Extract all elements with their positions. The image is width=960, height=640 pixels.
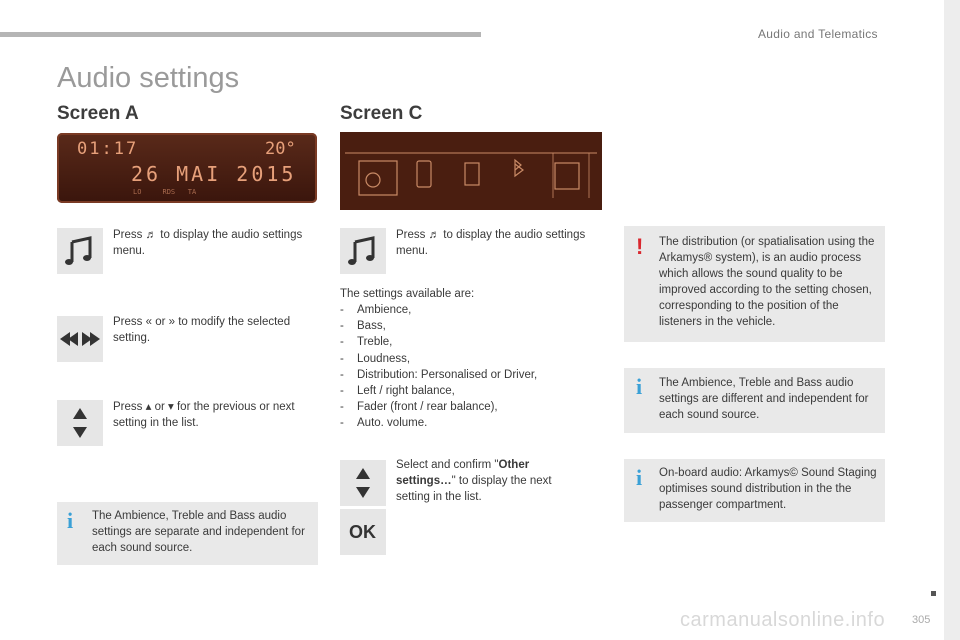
warning-note-text: The distribution (or spatialisation using the Arkamys® system), is an audio process which allows the sound quality to be improved according to the setting chosen, corresponding to the position of the listeners in the vehicle.	[659, 236, 875, 328]
page-number: 305	[912, 614, 931, 626]
step-a3-text: Press ▴ or ▾ for the previous or next setting in the list.	[113, 401, 295, 429]
info-note-ambience-text: The Ambience, Treble and Bass audio settings are different and independent for each sound source.	[659, 377, 869, 421]
inline-forward-icon: »	[168, 316, 176, 328]
display-time: 01:17	[77, 139, 139, 159]
up-down-button[interactable]	[57, 400, 103, 446]
settings-intro: The settings available are:	[340, 288, 475, 300]
music-note-button[interactable]	[57, 228, 103, 274]
list-item: - Loudness,	[340, 351, 590, 367]
list-item: - Auto. volume.	[340, 415, 590, 431]
inline-up-arrow-icon: ▴	[145, 401, 152, 413]
list-item: - Bass,	[340, 318, 590, 334]
media-sources-icon	[359, 161, 397, 195]
warning-note	[624, 226, 885, 342]
info-note-arkamys	[624, 459, 885, 522]
screen-c-menu-bar	[345, 150, 597, 200]
bluetooth-icon	[515, 160, 523, 176]
music-note-button-c[interactable]	[340, 228, 386, 274]
header-rule	[0, 32, 481, 37]
list-item: - Distribution: Personalised or Driver,	[340, 367, 590, 383]
page-edge-strip	[944, 0, 960, 640]
up-down-button-c[interactable]	[340, 460, 386, 506]
info-icon: i	[67, 508, 74, 533]
info-note-screen-a	[57, 502, 318, 565]
info-note-ambience	[624, 368, 885, 433]
list-item: - Fader (front / rear balance),	[340, 399, 590, 415]
inline-music-note-icon: ♬	[145, 229, 158, 241]
list-item: - Treble,	[340, 334, 590, 350]
page-title: Audio settings	[57, 62, 240, 94]
inline-music-note-icon: ♬	[428, 229, 441, 241]
ok-button[interactable]	[340, 509, 386, 555]
section-title: Audio and Telematics	[758, 27, 878, 41]
list-item: - Ambience,	[340, 302, 590, 318]
rewind-forward-icon	[57, 316, 103, 362]
list-item: - Left / right balance,	[340, 383, 590, 399]
up-down-arrows-icon	[340, 460, 386, 506]
music-note-icon	[57, 228, 103, 274]
info-icon: i	[636, 465, 643, 490]
info-icon: i	[636, 374, 643, 399]
music-note-icon	[340, 228, 386, 274]
watermark: carmanualsonline.info	[680, 609, 886, 631]
step-a1-text: Press ♬ to display the audio settings menu.	[113, 229, 303, 257]
screen-a-heading: Screen A	[57, 103, 139, 124]
up-down-arrows-icon	[57, 400, 103, 446]
inline-down-arrow-icon: ▾	[168, 401, 174, 413]
note-a-text: The Ambience, Treble and Bass audio settings are separate and independent for each sound source.	[92, 510, 305, 554]
settings-list	[340, 302, 590, 432]
inline-rewind-icon: «	[145, 316, 152, 328]
screen-c-display	[340, 132, 602, 210]
info-note-arkamys-text: On-board audio: Arkamys© Sound Staging optimises sound distribution in the the passenger compartment.	[659, 467, 877, 511]
end-marker	[931, 591, 936, 596]
rewind-forward-button[interactable]	[57, 316, 103, 362]
settings-icon	[555, 163, 579, 189]
warning-icon: !	[636, 234, 644, 259]
step-a2-text: Press « or » to modify the selected setting.	[113, 316, 291, 344]
display-temperature: 20°	[265, 139, 296, 159]
display-date: 26 MAI 2015	[131, 162, 297, 186]
ok-label: OK	[349, 522, 376, 542]
select-confirm-text: Select and confirm "Other settings…" to display the next setting in the list.	[396, 459, 552, 503]
screen-a-display	[57, 133, 317, 203]
navigation-icon	[465, 163, 479, 185]
phone-icon	[417, 161, 431, 187]
screen-c-heading: Screen C	[340, 103, 423, 124]
step-c1-text: Press ♬ to display the audio settings menu.	[396, 229, 586, 257]
display-indicators: LO RDS TA	[133, 188, 197, 196]
